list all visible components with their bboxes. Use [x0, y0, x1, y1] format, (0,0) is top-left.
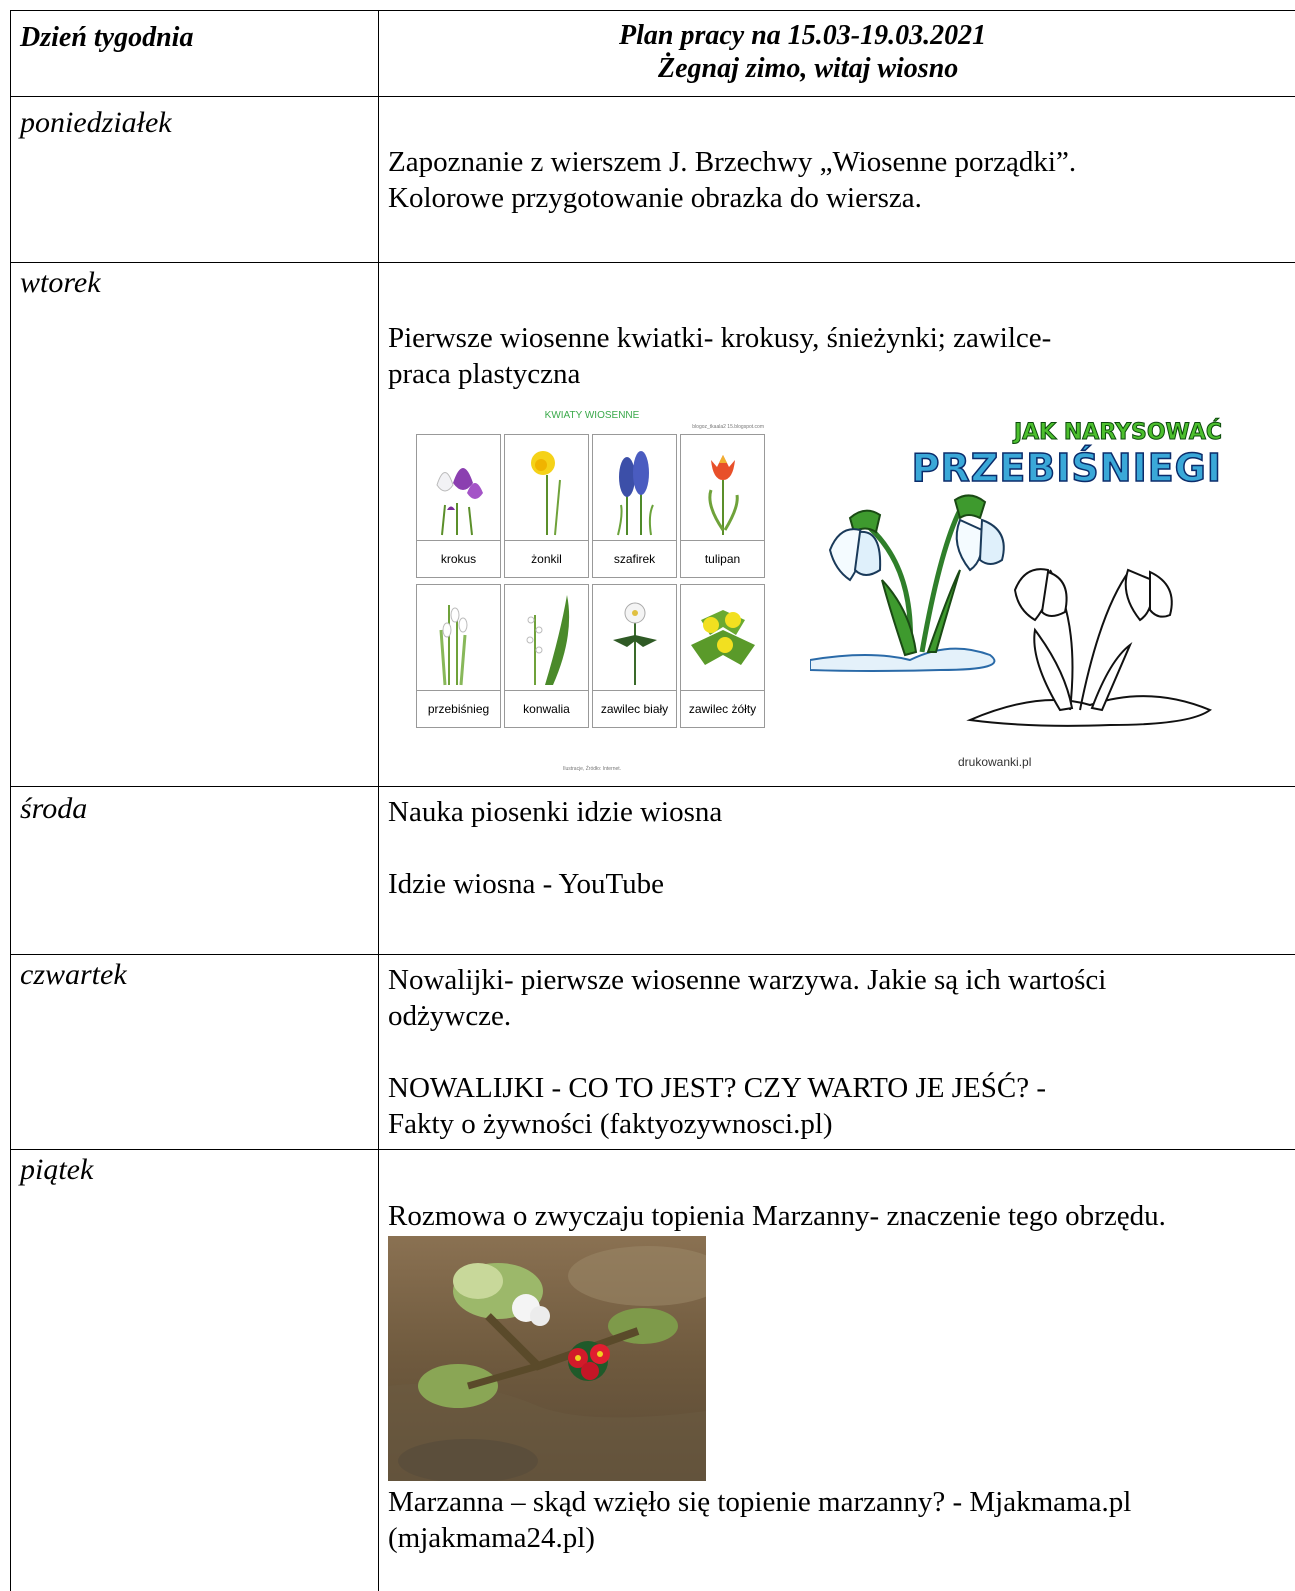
monday-line-1: Zapoznanie z wierszem J. Brzechwy „Wiosenne porządki”.	[388, 146, 1077, 178]
snowdrop-icon	[417, 585, 500, 690]
plan-title: Plan pracy na 15.03-19.03.2021	[619, 20, 987, 51]
thursday-line-1: Nowalijki- pierwsze wiosenne warzywa. Jakie są ich wartości	[388, 964, 1107, 996]
column-divider	[378, 10, 379, 1591]
monday-line-2: Kolorowe przygotowanie obrazka do wiersza.	[388, 182, 922, 214]
crocus-icon	[417, 435, 500, 540]
flower-card-label: konwalia	[505, 690, 588, 727]
drawing-title-line-1: JAK NARYSOWAĆ	[1013, 420, 1222, 445]
flower-card-szafirek	[592, 434, 677, 578]
flower-card-label: szafirek	[593, 540, 676, 577]
marzanna-photo	[388, 1236, 706, 1481]
flower-card-przebisnieg	[416, 584, 501, 728]
flower-card-label: zawilec biały	[593, 690, 676, 727]
drawing-source: drukowanki.pl	[958, 755, 1032, 769]
table-border-top	[10, 10, 1295, 11]
lily-of-the-valley-icon	[505, 585, 588, 690]
thursday-link-line-1[interactable]: NOWALIJKI - CO TO JEST? CZY WARTO JE JEŚĆ? -	[388, 1072, 1046, 1104]
tuesday-line-1: Pierwsze wiosenne kwiatki- krokusy, śnieżynki; zawilce-	[388, 322, 1052, 354]
flower-chart-title: KWIATY WIOSENNE	[544, 410, 640, 421]
wood-anemone-icon	[593, 585, 676, 690]
thursday-link-line-2[interactable]: Fakty o żywności (faktyozywnosci.pl)	[388, 1108, 833, 1140]
wednesday-line-1: Nauka piosenki idzie wiosna	[388, 796, 723, 828]
day-monday: poniedziałek	[20, 106, 172, 139]
day-thursday: czwartek	[20, 958, 127, 991]
spring-flowers-chart	[416, 410, 768, 782]
tuesday-line-2: praca plastyczna	[388, 358, 581, 390]
flower-card-label: przebiśnieg	[417, 690, 500, 727]
day-wednesday: środa	[20, 792, 88, 825]
row-divider	[10, 786, 1295, 787]
flower-card-tulipan	[680, 434, 765, 578]
yellow-anemone-icon	[681, 585, 764, 690]
row-divider	[10, 262, 1295, 263]
wednesday-link[interactable]: Idzie wiosna - YouTube	[388, 868, 665, 900]
daffodil-icon	[505, 435, 588, 540]
flower-chart-credit: blogoz_tkaala2 15.blogspot.com	[692, 424, 764, 430]
friday-line-1: Rozmowa o zwyczaju topienia Marzanny- znaczenie tego obrzędu.	[388, 1200, 1166, 1232]
flower-card-label: żonkil	[505, 540, 588, 577]
flower-card-label: zawilec żółty	[681, 690, 764, 727]
grape-hyacinth-icon	[593, 435, 676, 540]
row-divider	[10, 954, 1295, 955]
flower-card-label: tulipan	[681, 540, 764, 577]
flower-card-zawilec-zolty	[680, 584, 765, 728]
flower-chart-footer: Ilustracje, Źródło: Internet.	[562, 766, 622, 772]
friday-link-line-1[interactable]: Marzanna – skąd wzięło się topienie marzanny? - Mjakmama.pl	[388, 1486, 1132, 1518]
snowdrop-drawing-icon	[810, 420, 1230, 750]
tulip-icon	[681, 435, 764, 540]
flower-card-label: krokus	[417, 540, 500, 577]
flower-card-zonkil	[504, 434, 589, 578]
day-friday: piątek	[20, 1153, 94, 1186]
snowdrop-drawing-illustration	[810, 420, 1230, 780]
row-divider	[10, 1149, 1295, 1150]
table-border-left	[10, 10, 11, 1591]
plan-subtitle: Żegnaj zimo, witaj wiosno	[658, 53, 959, 84]
day-tuesday: wtorek	[20, 266, 101, 299]
friday-link-line-2[interactable]: (mjakmama24.pl)	[388, 1522, 595, 1554]
flower-card-krokus	[416, 434, 501, 578]
day-column-header: Dzień tygodnia	[20, 22, 194, 53]
thursday-line-2: odżywcze.	[388, 1000, 512, 1032]
row-divider	[10, 96, 1295, 97]
drawing-title-line-2: PRZEBIŚNIEGI	[911, 446, 1222, 490]
flower-card-konwalia	[504, 584, 589, 728]
flower-card-zawilec-bialy	[592, 584, 677, 728]
